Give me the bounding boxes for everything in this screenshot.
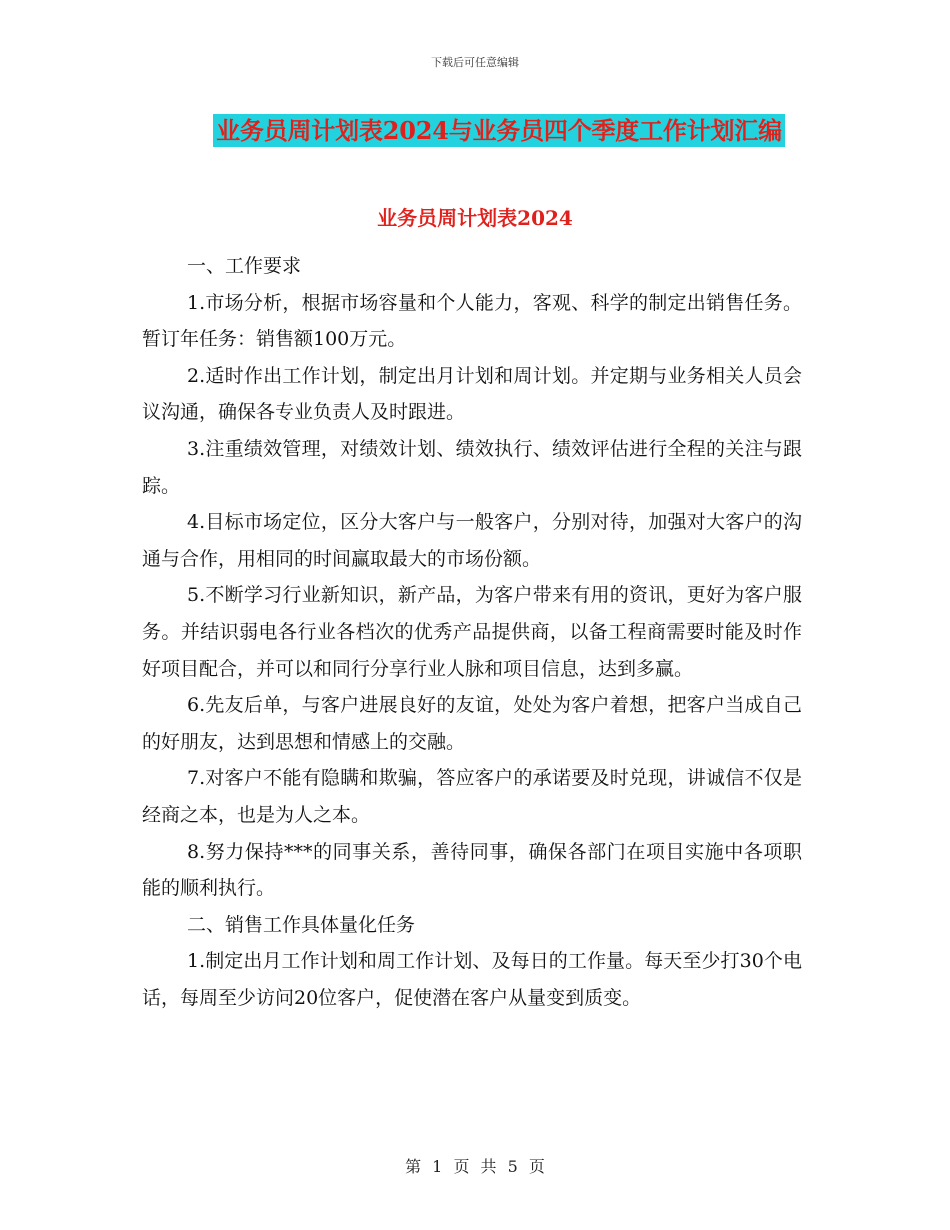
sub-title: 业务员周计划表2024	[377, 206, 573, 230]
main-title: 业务员周计划表2024与业务员四个季度工作计划汇编	[213, 114, 785, 147]
list-item: 1.制定出月工作计划和周工作计划、及每日的工作量。每天至少打30个电话，每周至少访问20位客户，促使潜在客户从量变到质变。	[142, 950, 802, 1009]
page-footer: 第 1 页 共 5 页	[405, 1157, 545, 1176]
list-item: 2.适时作出工作计划，制定出月计划和周计划。并定期与业务相关人员会议沟通，确保各专业负责人及时跟进。	[142, 364, 802, 424]
list-item: 4.目标市场定位，区分大客户与一般客户，分别对待，加强对大客户的沟通与合作，用相同的时间赢取最大的市场份额。	[142, 511, 802, 570]
list-item: 7.对客户不能有隐瞒和欺骗，答应客户的承诺要及时兑现，讲诚信不仅是经商之本，也是为人之本。	[142, 767, 802, 826]
header-note: 下载后可任意编辑	[431, 56, 519, 69]
section-heading: 二、销售工作具体量化任务	[187, 913, 416, 936]
list-item: 8.努力保持***的同事关系，善待同事，确保各部门在项目实施中各项职能的顺利执行。	[142, 840, 802, 900]
main-title-container	[0, 114, 950, 147]
list-item: 1.市场分析，根据市场容量和个人能力，客观、科学的制定出销售任务。暂订年任务：销售额100万元。	[142, 291, 802, 351]
section-heading: 一、工作要求	[187, 255, 302, 277]
document-body	[142, 248, 802, 1016]
list-item: 3.注重绩效管理，对绩效计划、绩效执行、绩效评估进行全程的关注与跟踪。	[142, 437, 802, 497]
list-item: 6.先友后单，与客户进展良好的友谊，处处为客户着想，把客户当成自己的好朋友，达到思想和情感上的交融。	[142, 694, 802, 753]
list-item: 5.不断学习行业新知识，新产品，为客户带来有用的资讯，更好为客户服务。并结识弱电各行业各档次的优秀产品提供商，以备工程商需要时能及时作好项目配合，并可以和同行分享行业人脉和项目信息，达到多赢。	[142, 584, 802, 680]
